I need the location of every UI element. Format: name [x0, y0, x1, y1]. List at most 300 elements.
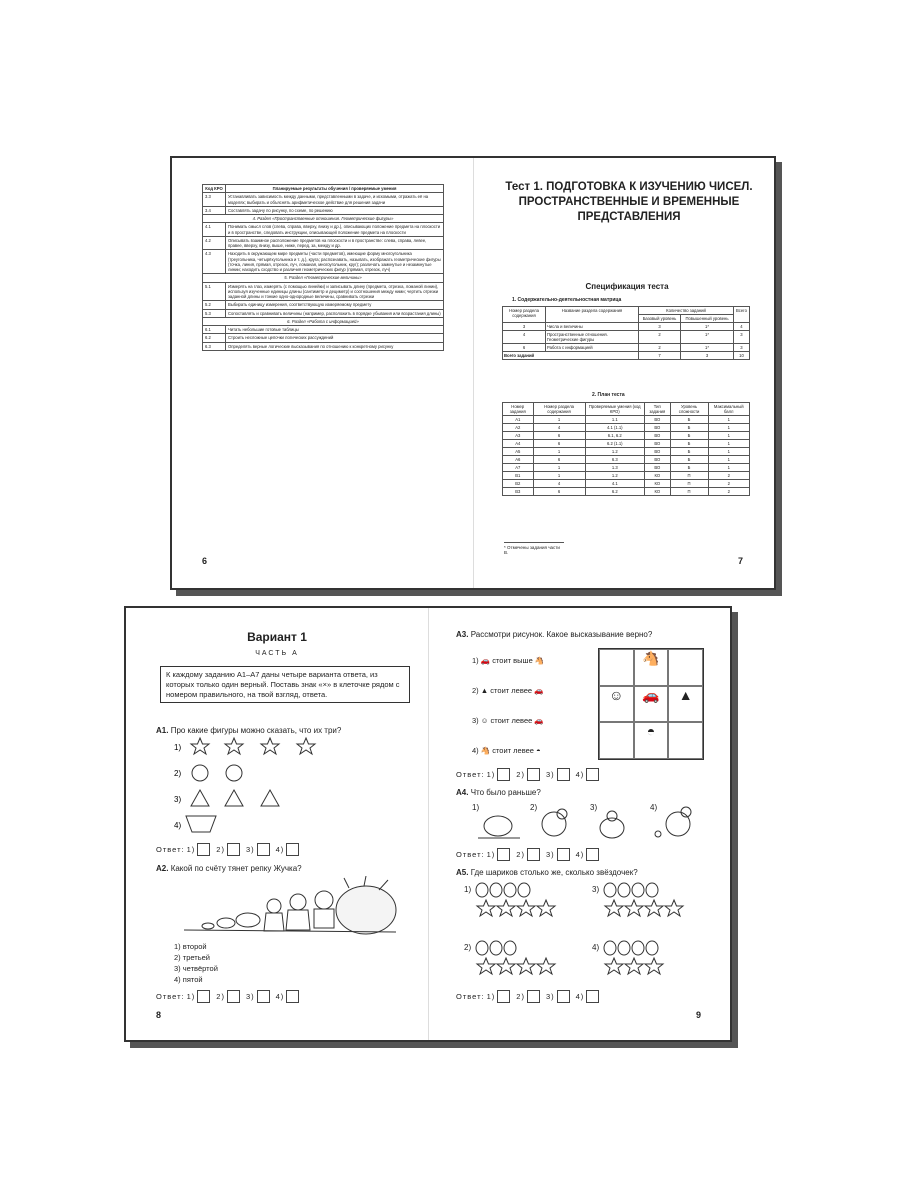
a3-option-3 [472, 716, 544, 725]
option-mark: 4) [472, 746, 479, 755]
answer-checkbox-4[interactable] [286, 843, 299, 856]
matrix-header: Количество заданий [639, 307, 734, 315]
rooster-icon [666, 812, 690, 836]
plan-cell: ВО [644, 424, 670, 432]
plan-cell: Б [670, 440, 708, 448]
plan-cell: 6.2 [585, 488, 644, 496]
table-row [203, 326, 444, 334]
col-header-code: Код КРО [203, 185, 226, 193]
plan-cell: 1 [708, 416, 750, 424]
grandmother-figure [290, 894, 306, 910]
a4-illustrations [472, 802, 712, 842]
option-mark: 1) [472, 803, 480, 812]
a2-option-3: 3) четвёртой [174, 964, 218, 973]
car-icon: 🚗 [480, 656, 491, 665]
option-mark: 2) [464, 943, 472, 952]
plan-cell: П [670, 480, 708, 488]
option-mark: 3) [245, 845, 255, 854]
a1-figures [166, 736, 366, 836]
footnote: * Отмечены задания части В. [504, 542, 564, 555]
question-number: А2. [156, 864, 169, 873]
plan-cell: 6.3 [585, 456, 644, 464]
option-mark: 2) [516, 992, 525, 1001]
kro-text: Описывать взаимное расположение предметов на плоскости и в пространстве: слева, справа, левее, правее, вверху, внизу, выше, ниже, перед, за, между и др. [226, 236, 444, 250]
star-icon [477, 958, 495, 974]
plan-cell: 1 [708, 440, 750, 448]
star-icon [517, 900, 535, 916]
doll-icon: ☺ [480, 716, 489, 725]
a2-option-4: 4) пятой [174, 975, 203, 984]
plan-cell: 1 [708, 464, 750, 472]
star-icon [517, 958, 535, 974]
plan-cell: Б [670, 448, 708, 456]
option-mark: 2) [516, 850, 525, 859]
matrix-row [503, 323, 750, 331]
top-book-spread [170, 156, 776, 590]
a5-balloons-and-stars [464, 882, 714, 992]
star-icon [645, 900, 663, 916]
a2-option-1: 1) второй [174, 942, 207, 951]
section-title: 5. Раздел «Геометрические величины» [203, 274, 444, 282]
kro-code: 4.2 [203, 236, 226, 250]
page-number-6: 6 [202, 556, 208, 566]
matrix-cell: Числа и величины [546, 323, 639, 331]
star-icon [477, 900, 495, 916]
matrix-cell: 1* [681, 323, 734, 331]
answer-checkbox-2[interactable] [227, 990, 240, 1003]
plan-title: 2. План теста [592, 392, 625, 398]
option-mark: 1) [486, 850, 496, 859]
matrix-cell: 3 [733, 344, 749, 352]
plan-cell: П [670, 472, 708, 480]
turnip-story-illustration [174, 876, 404, 938]
plan-cell: А1 [503, 416, 534, 424]
a3-option-2 [472, 686, 544, 695]
spec-title: Спецификация теста [585, 282, 669, 291]
plan-cell: 2 [708, 488, 750, 496]
kro-text: Читать небольшие готовые таблицы [226, 326, 444, 334]
question-a3 [456, 630, 652, 639]
answer-checkbox-1[interactable] [497, 768, 510, 781]
table-row [203, 236, 444, 250]
kro-text: Определять верные логические высказывания по отношению к конкретному рисунку [226, 342, 444, 350]
plan-cell: 4.1 (1.1) [585, 424, 644, 432]
option-mark: 3) [174, 795, 182, 804]
chick-icon [655, 831, 661, 837]
question-text: Про какие фигуры можно сказать, что их три? [170, 726, 342, 735]
answer-checkbox-3[interactable] [557, 768, 570, 781]
question-text: Где шариков столько же, сколько звёздочек? [470, 868, 638, 877]
plan-cell: ВО [644, 432, 670, 440]
grid-cell [599, 722, 634, 759]
answer-checkbox-3[interactable] [557, 848, 570, 861]
balloon-icon [490, 941, 502, 955]
table-row [203, 206, 444, 214]
matrix-row [503, 331, 750, 344]
table-section-row [203, 215, 444, 223]
plan-cell: А5 [503, 448, 534, 456]
kro-text: Находить в окружающем мире предметы (части предметов), имеющие форму многоугольника (треугольника, четырёхугольника и т. д.), круга; распознавать, называть, изображать геометрические фигуры (точка, линия, прямая, отрезок, луч, ломаная, многоугольник, круг); различать замкнутые и незамкнутые линии; находить сходство и различия геометрических фигур (прямая, отрезок, луч) [226, 250, 444, 274]
grid-cell: ☺ [599, 686, 634, 723]
option-mark: 2) [516, 770, 525, 779]
plan-cell: ВО [644, 416, 670, 424]
table-row [203, 223, 444, 237]
answer-checkbox-3[interactable] [557, 990, 570, 1003]
answer-row-a2 [156, 990, 303, 1003]
plan-cell: 6 [533, 432, 585, 440]
balloon-icon [504, 941, 516, 955]
matrix-cell: 3 [733, 331, 749, 344]
cat-figure [217, 918, 235, 928]
plan-row [503, 424, 750, 432]
plan-row [503, 448, 750, 456]
plan-header: Номер раздела содержания [533, 403, 585, 416]
table-header-row [203, 185, 444, 193]
kro-text: Понимать смысл слов (слева, справа, вверху, внизу и др.), описывающих положение предмета на плоскости и в пространстве, следовать инструкции, описывающей положение предмета на плоскости [226, 223, 444, 237]
option-mark: 2) [472, 686, 479, 695]
table-row [203, 334, 444, 342]
answer-label: Ответ: [156, 992, 185, 1001]
content-matrix-table [502, 306, 750, 360]
option-mark: 3) [472, 716, 479, 725]
matrix-cell: Пространственные отношения. Геометрические фигуры [546, 331, 639, 344]
plan-cell: Б [670, 416, 708, 424]
kro-code: 6.1 [203, 326, 226, 334]
matrix-header: Всего [733, 307, 749, 323]
option-mark: 3) [590, 803, 598, 812]
answer-row-a1 [156, 843, 303, 856]
option-mark: 1) [464, 885, 472, 894]
plan-cell: ВО [644, 448, 670, 456]
answer-row-a4 [456, 848, 603, 861]
option-mark: 4) [174, 821, 182, 830]
kro-code: 5.2 [203, 301, 226, 309]
grid-cell [668, 722, 703, 759]
balloon-icon [618, 941, 630, 955]
option-mark: 4) [275, 992, 285, 1001]
pyramid-toy-icon: ▲ [480, 686, 489, 695]
plan-row [503, 432, 750, 440]
matrix-header: Название раздела содержания [546, 307, 639, 323]
option-text: стоит выше [492, 656, 533, 665]
plan-row [503, 480, 750, 488]
question-number: А4. [456, 788, 469, 797]
answer-checkbox-3[interactable] [257, 990, 270, 1003]
plan-cell: ВО [644, 456, 670, 464]
answer-label: Ответ: [156, 845, 185, 854]
plan-cell: П [670, 488, 708, 496]
option-text: стоит левее [490, 716, 533, 725]
table-row [203, 282, 444, 301]
plan-row [503, 456, 750, 464]
kro-code: 5.3 [203, 309, 226, 317]
option-mark: 1) [486, 992, 496, 1001]
kro-text: Устанавливать зависимость между данными, представленными в задаче, и искомыми, отражать её на моделях; выбирать и объяснять арифметическое действие для решения задачи [226, 193, 444, 207]
option-mark: 1) [174, 743, 182, 752]
dog-figure [236, 913, 260, 927]
kro-code: 6.2 [203, 334, 226, 342]
balloon-icon [646, 941, 658, 955]
triangle-icon [261, 790, 279, 806]
col-header-results: Планируемые результаты обучения / проверяемые умения [226, 185, 444, 193]
plan-cell: Б [670, 432, 708, 440]
star-icon [605, 900, 623, 916]
answer-checkbox-2[interactable] [527, 768, 540, 781]
triangle-icon [191, 790, 209, 806]
matrix-total-row [503, 352, 750, 360]
matrix-cell: 4 [733, 323, 749, 331]
answer-label: Ответ: [456, 770, 485, 779]
star-icon [261, 738, 279, 754]
question-a4 [456, 788, 541, 797]
section-title: 4. Раздел «Пространственные отношения. Геометрические фигуры» [203, 215, 444, 223]
matrix-total-cell: 10 [733, 352, 749, 360]
grid-cell: ▲ [668, 686, 703, 723]
option-mark: 1) [186, 845, 196, 854]
matrix-cell: 6 [503, 344, 546, 352]
circle-icon [226, 765, 242, 781]
plan-cell: 1.2 [585, 472, 644, 480]
answer-checkbox-4[interactable] [586, 768, 599, 781]
star-icon [497, 958, 515, 974]
grid-cell: ◓ [634, 722, 669, 759]
answer-checkbox-1[interactable] [197, 990, 210, 1003]
plan-cell: 4 [533, 424, 585, 432]
option-mark: 2) [216, 992, 225, 1001]
plan-cell: А3 [503, 432, 534, 440]
plan-cell: КО [644, 480, 670, 488]
answer-checkbox-4[interactable] [586, 990, 599, 1003]
kro-code: 5.1 [203, 282, 226, 301]
kro-code: 4.3 [203, 250, 226, 274]
matrix-cell: Работа с информацией [546, 344, 639, 352]
plan-cell: 2 [708, 480, 750, 488]
plan-cell: 6.1, 6.2 [585, 432, 644, 440]
answer-checkbox-3[interactable] [257, 843, 270, 856]
option-mark: 4) [575, 992, 585, 1001]
question-number: А5. [456, 868, 469, 877]
option-mark: 1) [486, 770, 496, 779]
matrix-header: Номер раздела содержания [503, 307, 546, 323]
plan-header-row [503, 403, 750, 416]
plan-cell: В3 [503, 488, 534, 496]
option-mark: 4) [592, 943, 600, 952]
plan-cell: 1.1 [585, 416, 644, 424]
plan-cell: Б [670, 456, 708, 464]
plan-cell: 4.1 [585, 480, 644, 488]
spread-gutter [473, 158, 474, 588]
table-row [203, 250, 444, 274]
variant-title: Вариант 1 [247, 630, 307, 644]
option-mark: 2) [530, 803, 538, 812]
answer-checkbox-1[interactable] [497, 990, 510, 1003]
balloon-icon [632, 883, 644, 897]
toys-grid [598, 648, 704, 760]
star-icon [537, 900, 555, 916]
option-mark: 3) [245, 992, 255, 1001]
plan-cell: 6.2 (1.1) [585, 440, 644, 448]
plan-cell: 4 [533, 480, 585, 488]
plan-cell: 1 [533, 416, 585, 424]
balloon-icon [646, 883, 658, 897]
page-number-8: 8 [156, 1010, 162, 1020]
balloon-icon [476, 883, 488, 897]
egg-icon [484, 816, 512, 836]
kro-code: 3.3 [203, 193, 226, 207]
plan-cell: Б [670, 464, 708, 472]
star-icon [537, 958, 555, 974]
answer-checkbox-4[interactable] [586, 848, 599, 861]
section-title: 6. Раздел «Работа с информацией» [203, 317, 444, 325]
plan-cell: 6 [533, 488, 585, 496]
plan-cell: А2 [503, 424, 534, 432]
balloon-icon [604, 941, 616, 955]
answer-row-a3 [456, 768, 603, 781]
kro-text: Составлять задачу по рисунку, по схеме, по решению [226, 206, 444, 214]
plan-cell: А7 [503, 464, 534, 472]
plan-cell: ВО [644, 440, 670, 448]
star-icon [497, 900, 515, 916]
kro-text: Строить несложные цепочки логических рассуждений [226, 334, 444, 342]
star-icon [625, 958, 643, 974]
plan-cell: А6 [503, 456, 534, 464]
grid-cell [599, 649, 634, 686]
star-icon [605, 958, 623, 974]
kro-text: Выбирать единицу измерения, соответствующую измеряемому предмету [226, 301, 444, 309]
balloon-icon [632, 941, 644, 955]
answer-checkbox-4[interactable] [286, 990, 299, 1003]
plan-cell: 1 [533, 464, 585, 472]
kro-requirements-table [202, 184, 444, 351]
star-icon [191, 738, 209, 754]
car-icon: 🚗 [534, 686, 544, 695]
answer-row-a5 [456, 990, 603, 1003]
option-mark: 4) [575, 770, 585, 779]
star-icon [665, 900, 683, 916]
matrix-cell: 3 [639, 323, 681, 331]
plan-cell: 1 [708, 424, 750, 432]
a3-option-1 [472, 656, 544, 665]
question-number: А3. [456, 630, 469, 639]
option-mark: 3) [545, 770, 555, 779]
option-mark: 3) [545, 992, 555, 1001]
plan-cell: КО [644, 472, 670, 480]
spinning-top-icon: ◓ [536, 746, 541, 755]
answer-label: Ответ: [456, 992, 485, 1001]
matrix-cell: 4 [503, 331, 546, 344]
matrix-total-cell: 3 [681, 352, 734, 360]
option-text: стоит левее [490, 686, 533, 695]
plan-cell: 1 [708, 432, 750, 440]
grid-cell: 🐴 [634, 649, 669, 686]
car-icon: 🚗 [534, 716, 544, 725]
table-row [203, 309, 444, 317]
plan-cell: А4 [503, 440, 534, 448]
plan-cell: 6 [533, 456, 585, 464]
matrix-row [503, 344, 750, 352]
option-mark: 2) [216, 845, 225, 854]
plan-cell: ВО [644, 464, 670, 472]
star-icons [191, 738, 315, 754]
matrix-total-cell: Всего заданий [503, 352, 639, 360]
matrix-header: Базовый уровень [639, 315, 681, 323]
horse-toy-icon: 🐴 [534, 656, 545, 665]
grid-cell [668, 649, 703, 686]
trapezoid-icon [186, 816, 216, 832]
answer-checkbox-1[interactable] [497, 848, 510, 861]
matrix-cell: 1* [681, 331, 734, 344]
star-icon [625, 900, 643, 916]
balloon-icon [518, 883, 530, 897]
page-number-7: 7 [738, 556, 744, 566]
question-a2 [156, 864, 302, 873]
table-section-row [203, 274, 444, 282]
matrix-cell: 3 [503, 323, 546, 331]
table-row [203, 193, 444, 207]
answer-checkbox-1[interactable] [197, 843, 210, 856]
matrix-cell: 2 [639, 331, 681, 344]
question-text: Рассмотри рисунок. Какое высказывание верно? [470, 630, 653, 639]
plan-header: Номер задания [503, 403, 534, 416]
grandfather-figure [315, 891, 333, 909]
answer-checkbox-2[interactable] [527, 990, 540, 1003]
plan-row [503, 464, 750, 472]
question-text: Что было раньше? [470, 788, 541, 797]
kro-code: 4.1 [203, 223, 226, 237]
option-mark: 3) [545, 850, 555, 859]
option-text: стоит левее [492, 746, 534, 755]
question-text: Какой по счёту тянет репку Жучка? [170, 864, 302, 873]
turnip-icon [336, 886, 396, 934]
table-row [203, 342, 444, 350]
answer-checkbox-2[interactable] [227, 843, 240, 856]
matrix-total-cell: 7 [639, 352, 681, 360]
matrix-title: 1. Содержательно-деятельностная матрица [512, 297, 622, 303]
mouse-figure [202, 923, 214, 929]
part-label: ЧАСТЬ А [255, 650, 299, 657]
balloon-icon [476, 941, 488, 955]
page-number-9: 9 [696, 1010, 702, 1020]
kro-code: 6.3 [203, 342, 226, 350]
matrix-header-row [503, 307, 750, 315]
triangle-icon [225, 790, 243, 806]
plan-cell: 1.3 [585, 464, 644, 472]
plan-row [503, 472, 750, 480]
circle-icon [192, 765, 208, 781]
answer-label: Ответ: [456, 850, 485, 859]
plan-cell: 1 [533, 448, 585, 456]
plan-cell: Б [670, 424, 708, 432]
plan-cell: 1 [708, 456, 750, 464]
matrix-header: Повышенный уровень [681, 315, 734, 323]
balloon-icon [490, 883, 502, 897]
plan-header: Уровень сложности [670, 403, 708, 416]
plan-cell: В1 [503, 472, 534, 480]
option-mark: 1) [472, 656, 479, 665]
a2-option-2: 2) третьей [174, 953, 210, 962]
answer-checkbox-2[interactable] [527, 848, 540, 861]
plan-header: Максимальный балл [708, 403, 750, 416]
test-title: Тест 1. ПОДГОТОВКА К ИЗУЧЕНИЮ ЧИСЕЛ. ПРОСТРАНСТВЕННЫЕ И ВРЕМЕННЫЕ ПРЕДСТАВЛЕНИЯ [505, 181, 753, 223]
plan-cell: 1 [533, 472, 585, 480]
balloon-icon [604, 883, 616, 897]
star-icon [645, 958, 663, 974]
option-mark: 4) [275, 845, 285, 854]
option-mark: 3) [592, 885, 600, 894]
option-mark: 1) [186, 992, 196, 1001]
plan-cell: 1 [708, 448, 750, 456]
plan-row [503, 488, 750, 496]
